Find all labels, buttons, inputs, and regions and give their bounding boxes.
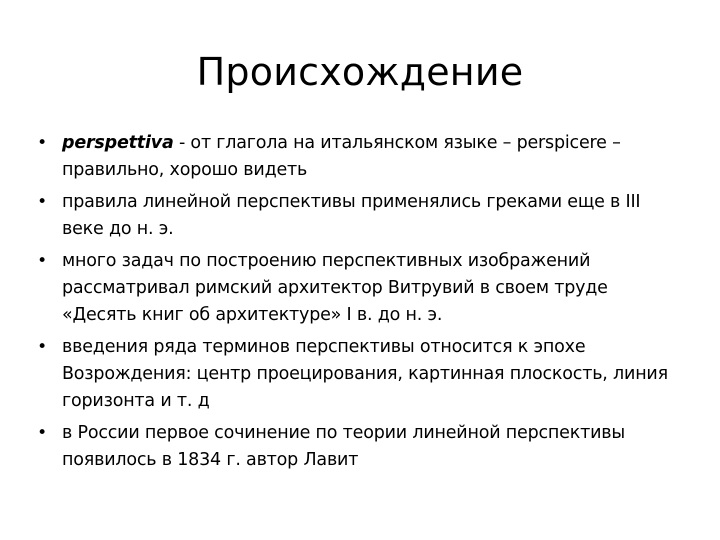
bullet-list — [37, 130, 672, 479]
bullet-text: правила линейной перспективы применялись греками еще в III веке до н. э. — [62, 192, 641, 239]
bullet-text: введения ряда терминов перспективы относится к эпохе Возрождения: центр проецирования, картинная плоскость, линия горизонта и т. д — [62, 337, 668, 411]
bullet-dot-icon: • — [37, 423, 47, 443]
bullet-dot-icon: • — [37, 251, 47, 271]
bullet-dot-icon: • — [37, 133, 47, 153]
bullet-item-greeks — [37, 189, 672, 243]
bullet-dot-icon: • — [37, 337, 47, 357]
term-perspettiva: perspettiva — [62, 133, 174, 153]
bullet-item-vitruvius — [37, 248, 672, 329]
bullet-item-renaissance — [37, 334, 672, 415]
bullet-item-perspettiva — [37, 130, 672, 184]
bullet-text: - от глагола на итальянском языке – perspicere – правильно, хорошо видеть — [62, 133, 621, 180]
bullet-text: много задач по построению перспективных изображений рассматривал римский архитектор Витрувий в своем труде «Десять книг об архитектуре» I в. до н. э. — [62, 251, 608, 325]
bullet-item-russia — [37, 420, 672, 474]
bullet-text: в России первое сочинение по теории линейной перспективы появилось в 1834 г. автор Лавит — [62, 423, 625, 470]
slide-title: Происхождение — [196, 50, 524, 94]
bullet-dot-icon: • — [37, 192, 47, 212]
